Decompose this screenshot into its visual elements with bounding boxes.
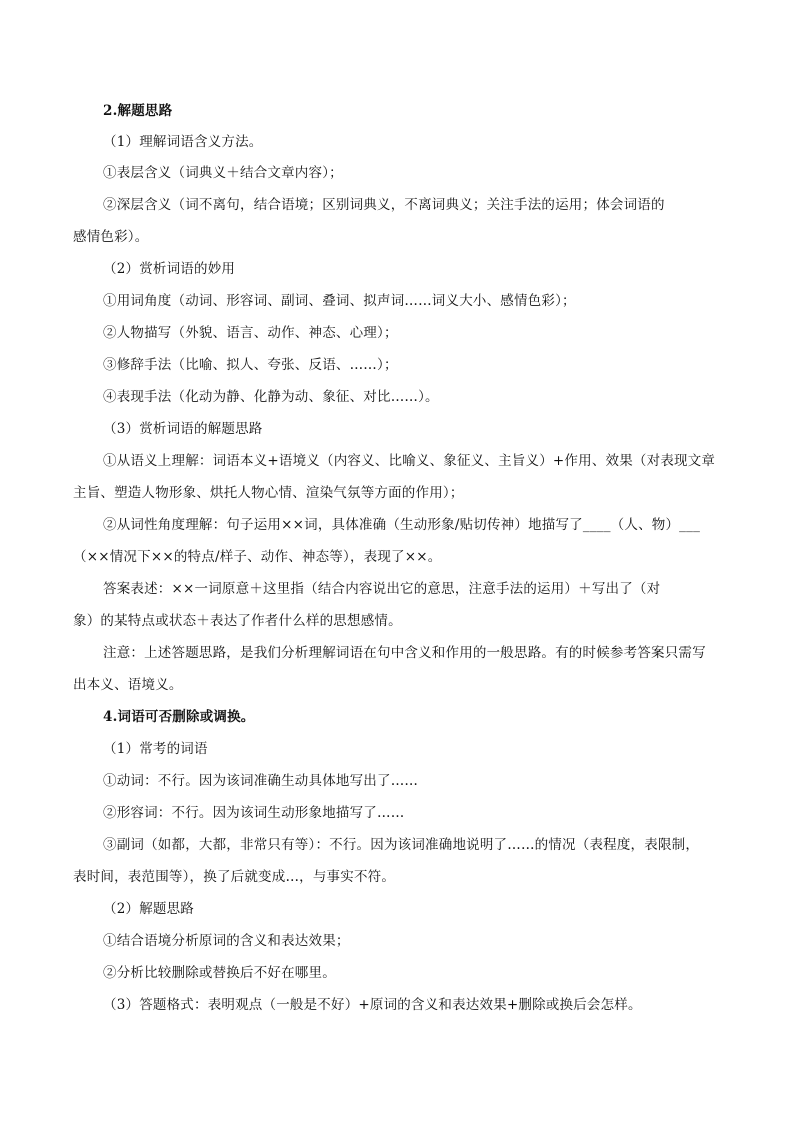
section-2-sub3-item1-line2: 主旨、塑造人物形象、烘托人物心情、渲染气氛等方面的作用）； bbox=[73, 485, 464, 501]
section-4-sub1-item3-line2: 表时间，表范围等），换了后就变成…，与事实不符。 bbox=[73, 869, 396, 885]
answer-statement-line1: 答案表述：××一词原意＋这里指（结合内容说出它的意思，注意手法的运用）＋写出了（对 bbox=[103, 581, 661, 597]
section-2-sub3-item2-line1: ②从词性角度理解：句子运用××词，具体准确（生动形象/贴切传神）地描写了____（人、物）___ bbox=[103, 517, 701, 533]
section-2-sub1-item1: ①表层含义（词典义＋结合文章内容）； bbox=[103, 165, 343, 181]
answer-statement-line2: 象）的某特点或状态＋表达了作者什么样的思想感情。 bbox=[73, 613, 402, 629]
section-2-sub2-item1: ①用词角度（动词、形容词、副词、叠词、拟声词……词义大小、感情色彩）； bbox=[103, 293, 576, 309]
section-4-heading: 4.词语可否删除或调换。 bbox=[103, 709, 255, 725]
section-2-sub2-item3: ③修辞手法（比喻、拟人、夸张、反语、……）； bbox=[103, 357, 398, 373]
section-4-sub1-item2: ②形容词：不行。因为该词生动形象地描写了…… bbox=[103, 805, 405, 821]
section-2-sub2-item4: ④表现手法（化动为静、化静为动、象征、对比……）。 bbox=[103, 389, 439, 405]
section-2-sub3-item1-line1: ①从语义上理解：词语本义+语境义（内容义、比喻义、象征义、主旨义）+作用、效果（对表现文章 bbox=[103, 453, 716, 469]
section-2-sub2-item2: ②人物描写（外貌、语言、动作、神态、心理）； bbox=[103, 325, 398, 341]
section-2-heading: 2.解题思路 bbox=[103, 103, 173, 119]
section-2-sub3-title: （3）赏析词语的解题思路 bbox=[103, 421, 263, 437]
section-4-sub2-item1: ①结合语境分析原词的含义和表达效果； bbox=[103, 933, 350, 949]
section-2-sub3-item2-line2: （××情况下××的特点/样子、动作、神态等），表现了××。 bbox=[73, 549, 442, 565]
note-line2: 出本义、语境义。 bbox=[73, 677, 183, 693]
section-2-sub1-title: （1）理解词语含义方法。 bbox=[103, 134, 263, 150]
section-4-sub3-title: （3）答题格式：表明观点（一般是不好）+原词的含义和表达效果+删除或换后会怎样。 bbox=[103, 997, 642, 1013]
section-2-sub2-title: （2）赏析词语的妙用 bbox=[103, 261, 236, 277]
section-4-sub1-item1: ①动词：不行。因为该词准确生动具体地写出了…… bbox=[103, 773, 419, 789]
section-4-sub1-item3-line1: ③副词（如都，大都，非常只有等）：不行。因为该词准确地说明了……的情况（表程度，表限制， bbox=[103, 837, 700, 853]
note-line1: 注意：上述答题思路，是我们分析理解词语在句中含义和作用的一般思路。有的时候参考答案只需写 bbox=[103, 645, 706, 661]
section-4-sub2-item2: ②分析比较删除或替换后不好在哪里。 bbox=[103, 965, 336, 981]
section-2-sub1-item2-line1: ②深层含义（词不离句，结合语境；区别词典义，不离词典义；关注手法的运用；体会词语的 bbox=[103, 197, 665, 213]
section-4-sub1-title: （1）常考的词语 bbox=[103, 741, 208, 757]
section-4-sub2-title: （2）解题思路 bbox=[103, 901, 194, 917]
section-2-sub1-item2-line2: 感情色彩）。 bbox=[73, 229, 149, 245]
